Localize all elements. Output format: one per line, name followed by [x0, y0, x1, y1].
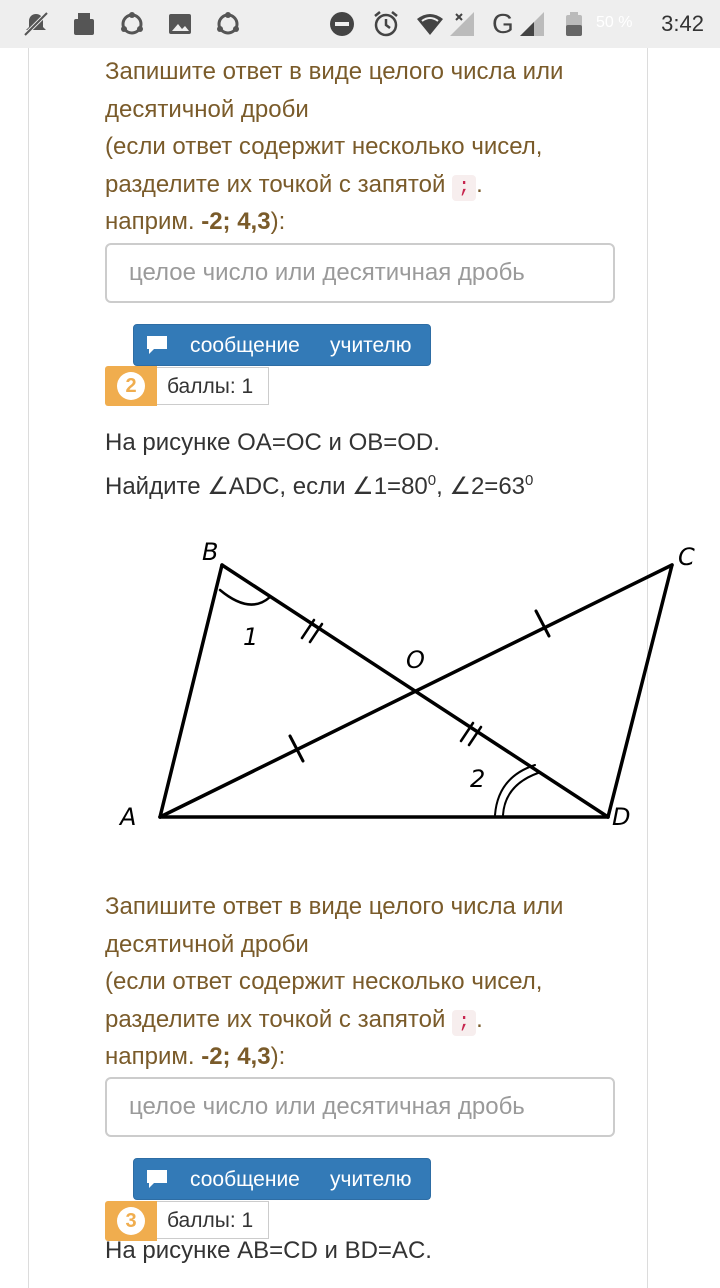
example-value: -2; 4,3: [201, 208, 271, 235]
point-label-c: C: [678, 543, 695, 571]
example-value: -2; 4,3: [201, 1043, 271, 1070]
status-bar: [0, 0, 720, 48]
wifi-icon: [416, 10, 444, 38]
gallery-icon: [166, 10, 194, 38]
point-label-b: B: [202, 538, 219, 566]
message-teacher-button[interactable]: [133, 324, 431, 366]
question-number: 2: [117, 372, 145, 400]
instructions-period: .: [476, 170, 483, 198]
point-label-d: D: [612, 803, 631, 831]
question-condition: На рисунке AB=CD и BD=AC.: [105, 1237, 432, 1264]
message-button-label: учителю: [330, 334, 412, 357]
chat-bubble-icon: [146, 335, 168, 355]
instructions-line1: Запишите ответ в виде целого числа или десятичной дроби: [105, 58, 564, 123]
separator-code: ;: [452, 175, 476, 201]
segment-ab: [160, 565, 222, 817]
points-label: баллы: 1: [157, 367, 269, 405]
angle-2-arc: [503, 773, 538, 815]
sync-icon: [214, 10, 242, 38]
alarm-icon: [372, 10, 400, 38]
message-button-label: сообщение: [190, 334, 300, 357]
question-number-badge: [105, 366, 157, 406]
degree-superscript: 0: [427, 472, 437, 489]
clock: 3:42: [661, 11, 704, 36]
sync-icon: [118, 10, 146, 38]
answer-input[interactable]: [105, 243, 615, 303]
angle-label-1: 1: [243, 623, 259, 651]
example-close: ):: [270, 1043, 286, 1070]
question-task-mid: , ∠2=63: [436, 473, 526, 500]
angle-2-arc: [495, 765, 535, 815]
segment-ac: [160, 565, 672, 817]
muted-notification-icon: [22, 10, 50, 38]
instructions-period: .: [476, 1005, 483, 1033]
cleaner-icon: [70, 10, 98, 38]
battery-percent: 50 %: [596, 14, 633, 31]
question-condition: На рисунке OA=OC и OB=OD.: [105, 429, 440, 456]
point-label-a: A: [120, 803, 137, 831]
answer-instructions: [105, 53, 645, 241]
instructions-line2: (если ответ содержит несколько чисел, разделите их точкой с запятой: [105, 133, 543, 198]
question-number: 3: [117, 1207, 145, 1235]
angle-label-2: 2: [470, 765, 486, 793]
example-label: наприм.: [105, 208, 195, 235]
question-text: [105, 424, 665, 506]
question-task: Найдите ∠ADC, если ∠1=80: [105, 473, 428, 500]
network-type-label: G: [492, 8, 514, 39]
example-label: наприм.: [105, 1043, 195, 1070]
battery-icon: [560, 10, 588, 38]
answer-instructions: [105, 888, 645, 1076]
message-teacher-button[interactable]: [133, 1158, 431, 1200]
point-label-o: O: [406, 646, 425, 674]
chat-bubble-icon: [146, 1169, 168, 1189]
signal-icon: [448, 10, 476, 38]
do-not-disturb-icon: [328, 10, 356, 38]
geometry-figure: [110, 525, 710, 835]
separator-code: ;: [452, 1010, 476, 1036]
question-text: [105, 1232, 665, 1270]
message-button-label: сообщение: [190, 1168, 300, 1191]
segment-dc: [608, 565, 672, 817]
instructions-line2: (если ответ содержит несколько чисел, разделите их точкой с запятой: [105, 968, 543, 1033]
signal-icon: [518, 10, 546, 38]
instructions-line1: Запишите ответ в виде целого числа или десятичной дроби: [105, 893, 564, 958]
message-button-label: учителю: [330, 1168, 412, 1191]
degree-superscript: 0: [525, 472, 534, 489]
answer-input[interactable]: [105, 1077, 615, 1137]
points-label: баллы: 1: [157, 1201, 269, 1239]
example-close: ):: [270, 208, 286, 235]
